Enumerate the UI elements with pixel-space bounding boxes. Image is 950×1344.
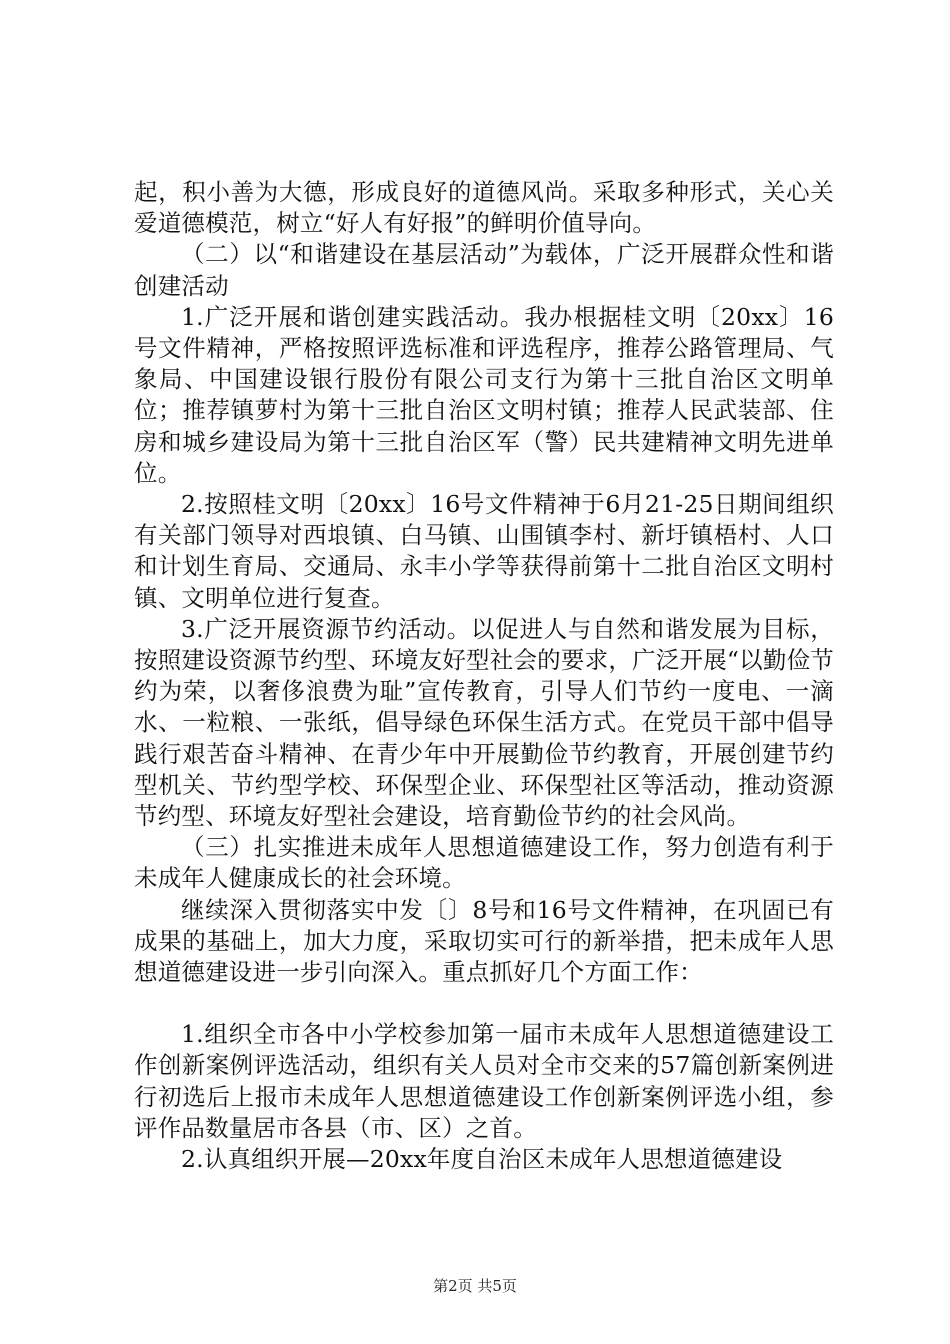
section-heading-2: （二）以“和谐建设在基层活动”为载体，广泛开展群众性和谐创建活动 xyxy=(134,240,834,300)
paragraph-item-1: 1.广泛开展和谐创建实践活动。我办根据桂文明〔20xx〕16号文件精神，严格按照评选标准和评选程序，推荐公路管理局、气象局、中国建设银行股份有限公司支行为第十三批自治区文明单位；推荐镇萝村为第十三批自治区文明村镇；推荐人民武装部、住房和城乡建设局为第十三批自治区军（警）民共建精神文明先进单位。 xyxy=(134,302,834,487)
paragraph-item-3: 3.广泛开展资源节约活动。以促进人与自然和谐发展为目标，按照建设资源节约型、环境友好型社会的要求，广泛开展“以勤俭节约为荣，以奢侈浪费为耻”宣传教育，引导人们节约一度电、一滴水、一粒粮、一张纸，倡导绿色环保生活方式。在党员干部中倡导践行艰苦奋斗精神、在青少年中开展勤俭节约教育，开展创建节约型机关、节约型学校、环保型企业、环保型社区等活动，推动资源节约型、环境友好型社会建设，培育勤俭节约的社会风尚。 xyxy=(134,614,834,831)
paragraph-item-1b: 1.组织全市各中小学校参加第一届市未成年人思想道德建设工作创新案例评选活动，组织有关人员对全市交来的57篇创新案例进行初选后上报市未成年人思想道德建设工作创新案例评选小组，参评作品数量居市各县（市、区）之首。 xyxy=(134,1020,834,1142)
paragraph-item-2: 2.按照桂文明〔20xx〕16号文件精神于6月21-25日期间组织有关部门领导对西埌镇、白马镇、山围镇李村、新圩镇梧村、人口和计划生育局、交通局、永丰小学等获得前第十二批自治区文明村镇、文明单位进行复查。 xyxy=(134,490,834,612)
document-body xyxy=(134,177,834,1175)
paragraph-gap xyxy=(134,988,834,1019)
page-number-footer: 第2页 共5页 xyxy=(433,1277,517,1295)
paragraph-intro: 继续深入贯彻落实中发〔〕8号和16号文件精神，在巩固已有成果的基础上，加大力度，采取切实可行的新举措，把未成年人思想道德建设进一步引向深入。重点抓好几个方面工作： xyxy=(134,895,834,987)
section-heading-3: （三）扎实推进未成年人思想道德建设工作，努力创造有利于未成年人健康成长的社会环境。 xyxy=(134,833,834,893)
paragraph-1: 起，积小善为大德，形成良好的道德风尚。采取多种形式，关心关爱道德模范，树立“好人有好报”的鲜明价值导向。 xyxy=(134,178,834,238)
paragraph-item-2b: 2.认真组织开展—20xx年度自治区未成年人思想道德建设 xyxy=(181,1145,783,1174)
